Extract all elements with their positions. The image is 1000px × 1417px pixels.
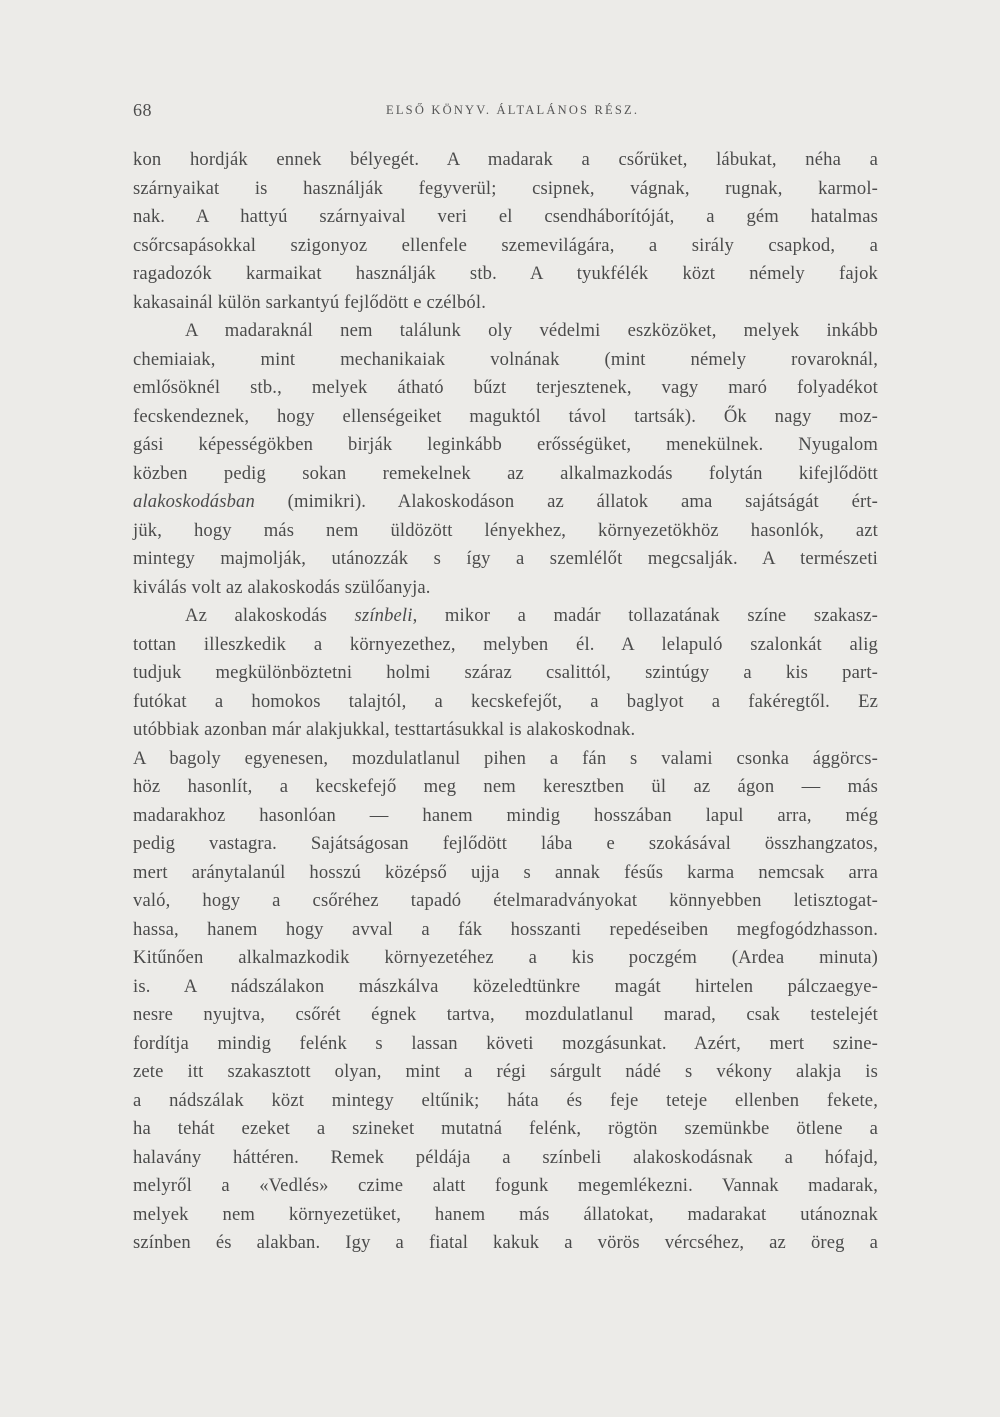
text-fragment: (mimikri). Alakoskodáson az állatok ama sajátságát ért-: [287, 491, 878, 512]
text-line: utóbbiak azonban már alakjukkal, testtartásukkal is alakoskodnak.: [133, 719, 636, 740]
text-line: melyek nem környezetüket, hanem más állatokat, madarakat utánoznak: [133, 1203, 878, 1225]
text-line: is. A nádszálakon mászkálva közeledtünkre magát hirtelen pálczaegye-: [133, 975, 878, 997]
text-line: fecskendeznek, hogy ellenségeiket maguktól távol tartsák). Ők nagy moz-: [133, 405, 878, 427]
text-line: tudjuk megkülönböztetni holmi száraz csalittól, szintúgy a kis part-: [133, 662, 878, 683]
italic-term: színbeli: [354, 605, 413, 626]
text-line: színben és alakban. Igy a fiatal kakuk a vörös vércséhez, az öreg a: [133, 1232, 878, 1253]
page-number: 68: [133, 100, 152, 120]
text-line: chemiaiak, mint mechanikaiak volnának (mint némely rovaroknál,: [133, 348, 878, 370]
text-line: mintegy majmolják, utánozzák s így a szemlélőt megcsalják. A természeti: [133, 548, 878, 569]
text-line: zete itt szakasztott olyan, mint a régi sárgult nádé s vékony alakja is: [133, 1061, 878, 1082]
text-line: mert aránytalanúl hosszú középső ujja s annak fésűs karma nemcsak arra: [133, 861, 878, 883]
text-line-mixed: [133, 602, 878, 631]
text-line: pedig vastagra. Sajátságosan fejlődött lába e szokásával összhangzatos,: [133, 833, 878, 854]
text-line: közben pedig sokan remekelnek az alkalmazkodás folytán kifejlődött: [133, 462, 878, 484]
text-line: a nádszálak közt mintegy eltűnik; háta és feje teteje ellenben fekete,: [133, 1089, 878, 1111]
text-line: kakasainál külön sarkantyú fejlődött e czélból.: [133, 291, 486, 313]
italic-term: alakoskodásban: [133, 491, 255, 512]
text-line: futókat a homokos talajtól, a kecskefejőt, a baglyot a fakéregtől. Ez: [133, 690, 878, 712]
text-line: A madaraknál nem találunk oly védelmi eszközöket, melyek inkább: [185, 320, 878, 341]
text-line: jük, hogy más nem üldözött lényekhez, környezetökhöz hasonlók, azt: [133, 519, 878, 541]
running-title: ELSŐ KÖNYV. ÁLTALÁNOS RÉSZ.: [386, 103, 640, 117]
text-line: halavány háttéren. Remek példája a színbeli alakoskodásnak a hófajd,: [133, 1146, 878, 1168]
text-line: szárnyaikat is használják fegyverül; csipnek, vágnak, rugnak, karmol-: [133, 177, 878, 199]
text-line-mixed: [133, 488, 878, 517]
text-line: kiválás volt az alakoskodás szülőanyja.: [133, 576, 431, 598]
text-line: madarakhoz hasonlóan — hanem mindig hosszában lapul arra, még: [133, 804, 878, 826]
text-line: csőrcsapásokkal szigonyoz ellenfele szemevilágára, a sirály csapkod, a: [133, 234, 878, 256]
body-text: [133, 146, 878, 1258]
running-header: [133, 100, 877, 124]
text-line: nesre nyujtva, csőrét égnek tartva, mozdulatlanul marad, csak testelejét: [133, 1004, 878, 1025]
text-line: való, hogy a csőréhez tapadó ételmaradványokat könnyebben letisztogat-: [133, 890, 878, 911]
text-line: tottan illeszkedik a környezethez, melyben él. A lelapuló szalonkát alig: [133, 633, 878, 655]
text-line: gási képességökben birják leginkább erősségüket, menekülnek. Nyugalom: [133, 434, 878, 455]
text-line: emlősöknél stb., melyek átható bűzt terjesztenek, vagy maró folyadékot: [133, 377, 878, 398]
text-fragment: , mikor a madár tollazatának színe szakasz-: [412, 605, 878, 626]
text-line: ha tehát ezeket a szineket mutatná felénk, rögtön szemünkbe ötlene a: [133, 1118, 878, 1139]
text-line: ragadozók karmaikat használják stb. A tyukfélék közt némely fajok: [133, 263, 878, 284]
text-line: höz hasonlít, a kecskefejő meg nem keresztben ül az ágon — más: [133, 776, 878, 797]
text-line: hassa, hanem hogy avval a fák hosszanti repedéseiben megfogódzhasson.: [133, 918, 878, 940]
text-line: nak. A hattyú szárnyaival veri el csendháborítóját, a gém hatalmas: [133, 206, 878, 227]
text-fragment: Az alakoskodás: [185, 605, 328, 626]
text-line: A bagoly egyenesen, mozdulatlanul pihen a fán s valami csonka ággörcs-: [133, 747, 878, 769]
text-line: melyről a «Vedlés» czime alatt fogunk megemlékezni. Vannak madarak,: [133, 1175, 878, 1196]
text-line: fordítja mindig felénk s lassan követi mozgásunkat. Azért, mert szine-: [133, 1032, 878, 1054]
text-line: kon hordják ennek bélyegét. A madarak a csőrüket, lábukat, néha a: [133, 149, 878, 170]
text-line: Kitűnően alkalmazkodik környezetéhez a kis poczgém (Ardea minuta): [133, 947, 878, 968]
